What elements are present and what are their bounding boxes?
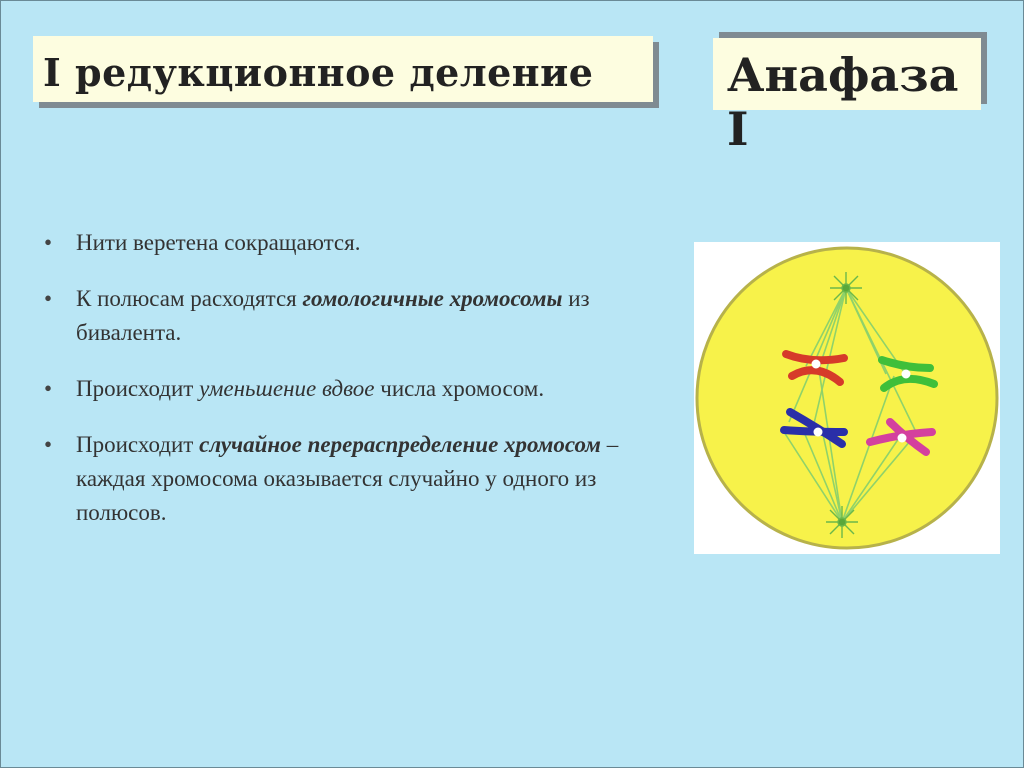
bullet-emphasis: случайное перераспределение хромосом — [199, 432, 601, 457]
title-box — [33, 36, 653, 102]
bullet-emphasis: уменьшение вдвое — [199, 376, 375, 401]
cell-body — [697, 248, 997, 548]
centriole-top — [830, 272, 862, 304]
bullet-item — [42, 372, 682, 406]
bullet-suffix: числа хромосом. — [374, 376, 545, 401]
anaphase-diagram — [694, 242, 1000, 554]
bullet-prefix: Происходит — [76, 376, 200, 401]
cell-illustration — [694, 242, 1000, 554]
bullet-item — [42, 226, 682, 260]
slide-title: I редукционное деление — [43, 50, 594, 95]
phase-title: Анафаза I — [727, 48, 959, 156]
bullet-emphasis: гомологичные хромосомы — [302, 286, 563, 311]
bullet-list — [42, 226, 682, 552]
bullet-item — [42, 282, 682, 350]
centriole-bottom — [826, 506, 858, 538]
bullet-suffix: из бивалента. — [76, 286, 590, 345]
bullet-text: Нити веретена сокращаются. — [76, 230, 361, 255]
phase-box — [713, 38, 981, 156]
bullet-prefix: К полюсам расходятся — [76, 286, 303, 311]
bullet-prefix: Происходит — [76, 432, 200, 457]
bullet-suffix: – каждая хромосома оказывается случайно у одного из полюсов. — [76, 432, 619, 525]
bullet-item — [42, 428, 682, 530]
